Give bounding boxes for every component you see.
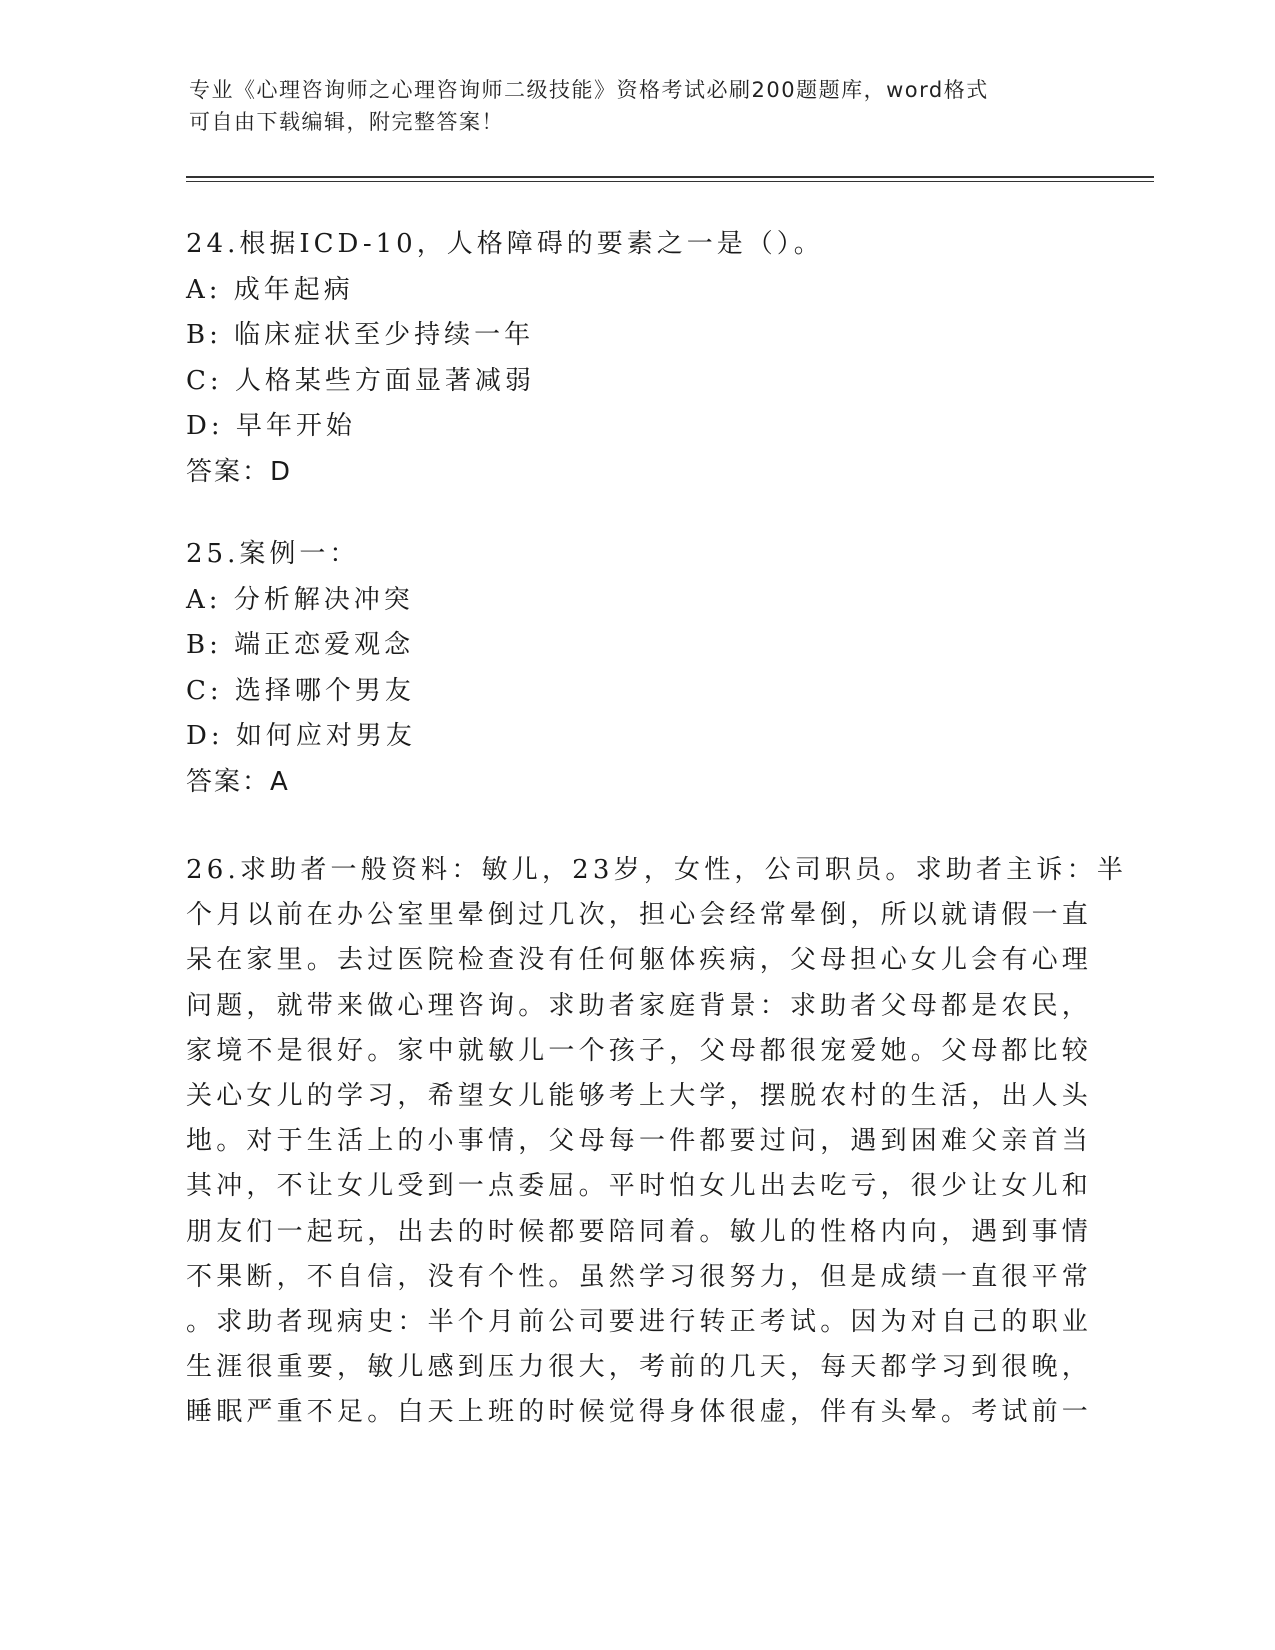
q26-line: 。求助者现病史：半个月前公司要进行转正考试。因为对自己的职业 (186, 1307, 1093, 1338)
q26-line: 26.求助者一般资料：敏儿，23岁，女性，公司职员。求助者主诉：半 (186, 855, 1128, 885)
q26-line: 问题，就带来做心理咨询。求助者家庭背景：求助者父母都是农民， (186, 990, 1093, 1021)
q26-line: 呆在家里。去过医院检查没有任何躯体疾病，父母担心女儿会有心理 (186, 945, 1093, 976)
option-a: A: 成年起病 (186, 274, 354, 305)
q26-line: 生涯很重要，敏儿感到压力很大，考前的几天，每天都学习到很晚， (186, 1352, 1093, 1383)
option-c: C: 人格某些方面显著减弱 (186, 365, 535, 396)
q26-line: 不果断，不自信，没有个性。虽然学习很努力，但是成绩一直很平常 (186, 1261, 1093, 1292)
document-header (189, 74, 1079, 138)
q26-line: 家境不是很好。家中就敏儿一个孩子，父母都很宠爱她。父母都比较 (186, 1035, 1093, 1066)
header-divider-thin (186, 181, 1154, 182)
header-divider (186, 176, 1154, 178)
question-25 (186, 532, 1086, 805)
q26-line: 个月以前在办公室里晕倒过几次，担心会经常晕倒，所以就请假一直 (186, 900, 1093, 931)
header-line-1: 专业《心理咨询师之心理咨询师二级技能》资格考试必刷200题题库，word格式 (189, 78, 989, 102)
question-stem: 24.根据ICD-10，人格障碍的要素之一是（）。 (186, 229, 824, 259)
q26-line: 关心女儿的学习，希望女儿能够考上大学，摆脱农村的生活，出人头 (186, 1081, 1093, 1112)
question-26 (186, 848, 1128, 1436)
q26-line: 地。对于生活上的小事情，父母每一件都要过问，遇到困难父亲首当 (186, 1126, 1093, 1157)
q26-line: 朋友们一起玩，出去的时候都要陪同着。敏儿的性格内向，遇到事情 (186, 1216, 1093, 1247)
q26-line: 睡眠严重不足。白天上班的时候觉得身体很虚，伴有头晕。考试前一 (186, 1397, 1093, 1428)
option-d: D: 早年开始 (186, 411, 356, 441)
option-d: D: 如何应对男友 (186, 721, 416, 751)
option-b: B: 临床症状至少持续一年 (186, 320, 535, 350)
q26-line: 其冲，不让女儿受到一点委屈。平时怕女儿出去吃亏，很少让女儿和 (186, 1171, 1093, 1202)
answer: 答案：A (186, 766, 290, 797)
question-stem: 25.案例一： (186, 539, 360, 569)
option-b: B: 端正恋爱观念 (186, 630, 415, 660)
option-c: C: 选择哪个男友 (186, 675, 415, 706)
option-a: A: 分析解决冲突 (186, 584, 414, 615)
header-line-2: 可自由下载编辑，附完整答案！ (189, 110, 504, 134)
question-24 (186, 222, 1086, 495)
answer: 答案：D (186, 456, 293, 487)
